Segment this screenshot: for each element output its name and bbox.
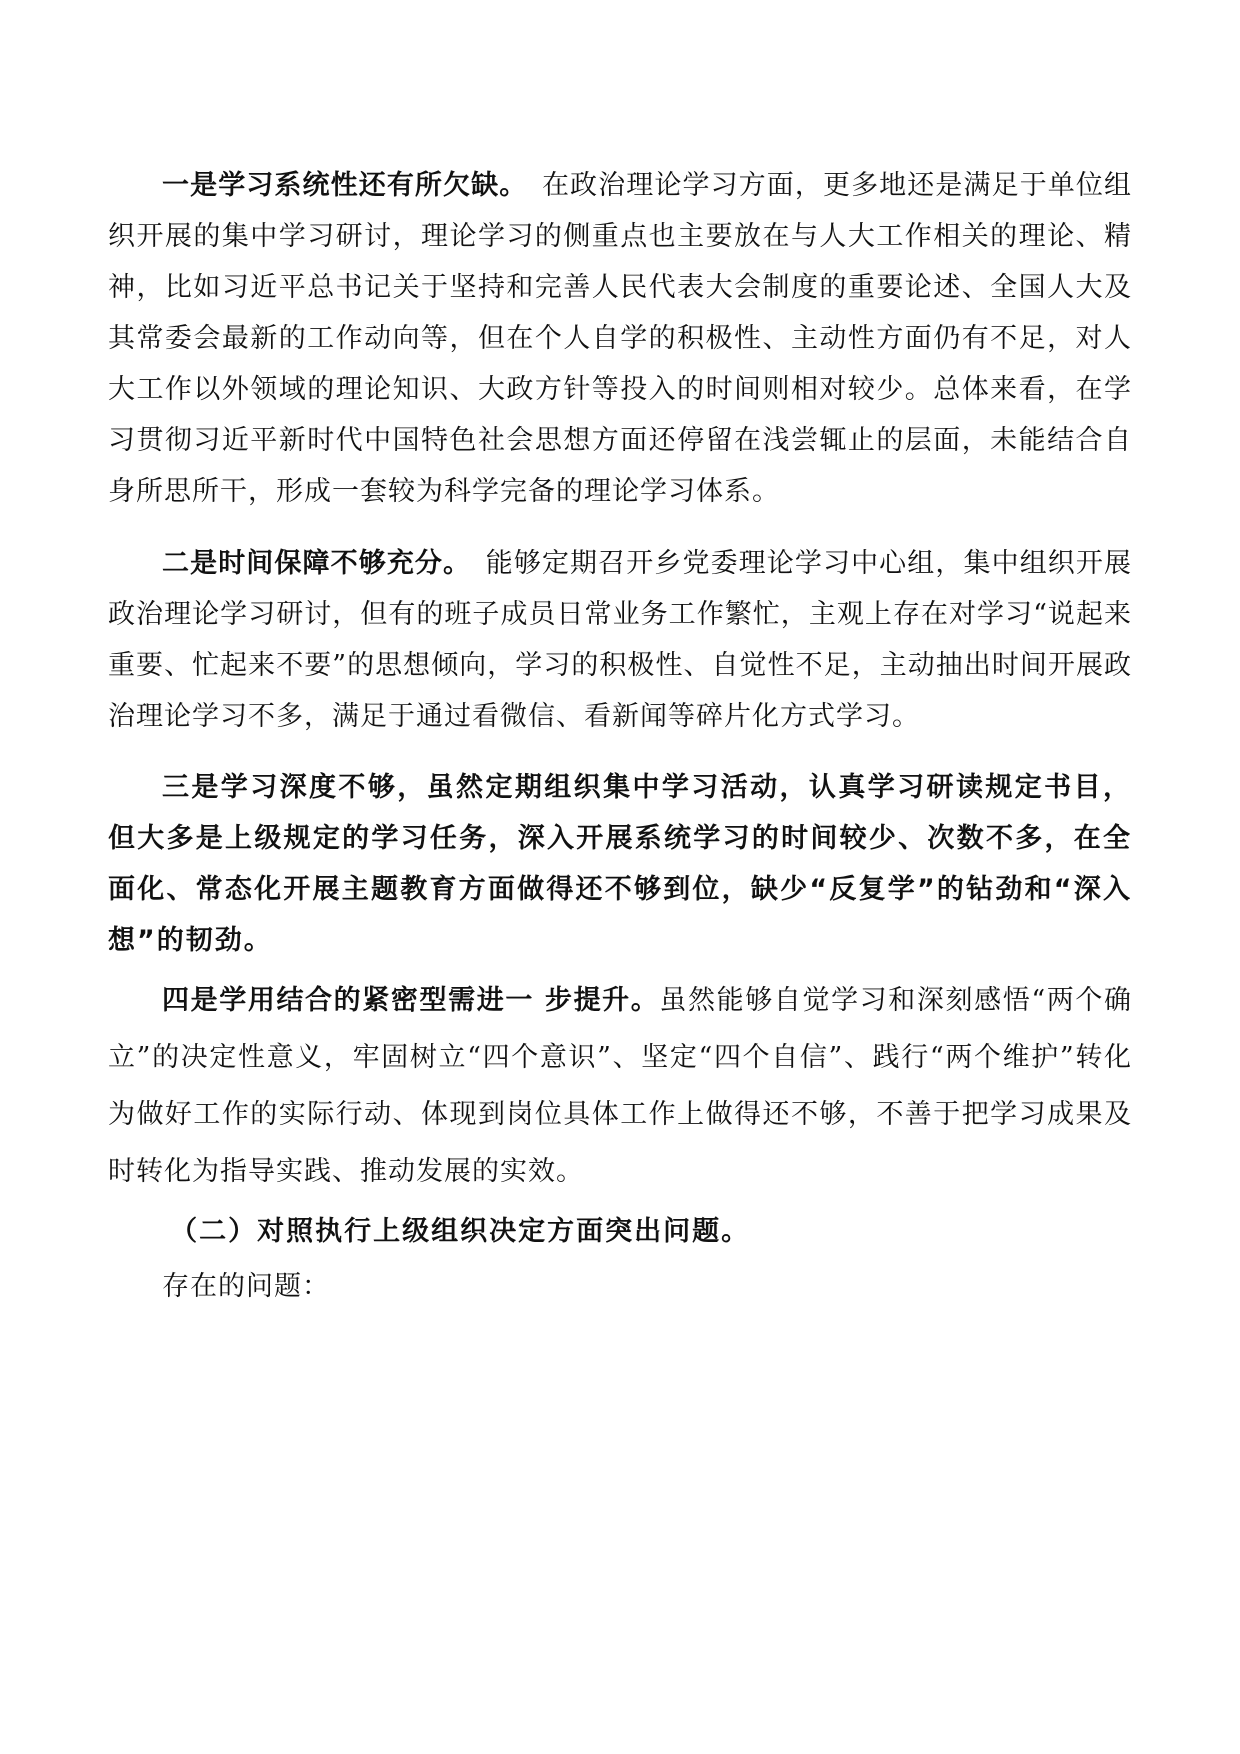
paragraph-time-guarantee xyxy=(108,538,1132,742)
paragraph-learning-depth: 三是学习深度不够，虽然定期组织集中学习活动，认真学习研读规定书目，但大多是上级规定的学习任务，深入开展系统学习的时间较少、次数不多，在全面化、常态化开展主题教育方面做得还不够到位，缺少“反复学”的钻劲和“深入想”的韧劲。 xyxy=(108,772,1132,956)
section-heading: （二）对照执行上级组织决定方面突出问题。 xyxy=(170,1216,751,1247)
paragraph-study-application xyxy=(108,972,1132,1200)
paragraph-lead: 二是时间保障不够充分。 xyxy=(162,548,458,579)
paragraph-body: 在政治理论学习方面，更多地还是满足于单位组织开展的集中学习研讨，理论学习的侧重点也主要放在与人大工作相关的理论、精神，比如习近平总书记关于坚持和完善人民代表大会制度的重要论述、全国人大及其常委会最新的工作动向等，但在个人自学的积极性、主动性方面仍有不足，对人大工作以外领域的理论知识、大政方针等投入的时间则相对较少。总体来看，在学习贯彻习近平新时代中国特色社会思想方面还停留在浅尝辄止的层面，未能结合自身所思所干，形成一套较为科学完备的理论学习体系。 xyxy=(108,170,1133,507)
paragraph-body: 能够定期召开乡党委理论学习中心组，集中组织开展政治理论学习研讨，但有的班子成员日常业务工作繁忙，主观上存在对学习“说起来重要、忙起来不要”的思想倾向，学习的积极性、自觉性不足，主动抽出时间开展政治理论学习不多，满足于通过看微信、看新闻等碎片化方式学习。 xyxy=(108,548,1133,732)
paragraph-body: 虽然能够自觉学习和深刻感悟“两个确立”的决定性意义，牢固树立“四个意识”、坚定“四个自信”、践行“两个维护”转化为做好工作的实际行动、体现到岗位具体工作上做得还不够，不善于把学习成果及时转化为指导实践、推动发展的实效。 xyxy=(108,985,1132,1187)
paragraph-lead: 四是学用结合的紧密型需进一 步提升。 xyxy=(162,985,660,1016)
paragraph-learning-system xyxy=(108,160,1132,517)
issues-label: 存在的问题： xyxy=(162,1271,330,1302)
document-page xyxy=(108,160,1132,1314)
paragraph-lead: 一是学习系统性还有所欠缺。 xyxy=(162,170,514,201)
